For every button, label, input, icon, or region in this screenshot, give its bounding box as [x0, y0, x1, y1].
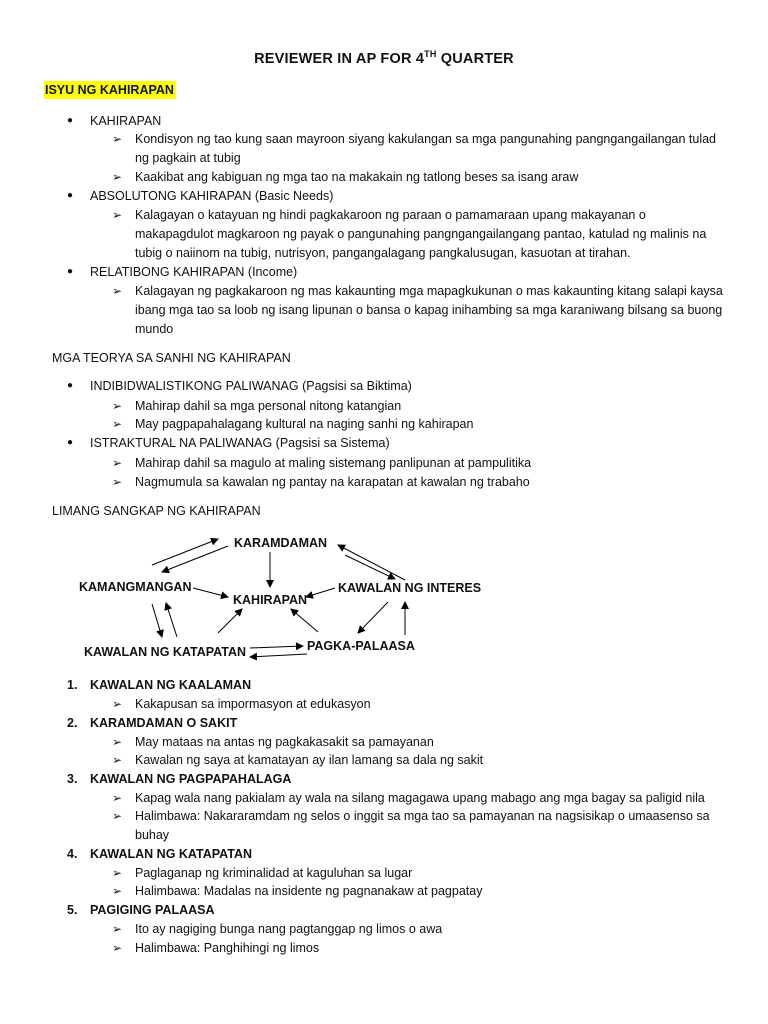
arrow-kamangmangan-to-karamdaman	[152, 539, 218, 565]
sub-item-text: tubig o naiinom na tubig, nutrisyon, pangangalagang pangkalusugan, kasuotan at tirahan.	[135, 246, 631, 260]
sub-item-text: Kawalan ng saya at kamatayan ay ilan lamang sa dala ng sakit	[135, 753, 484, 767]
numbered-item-label: KAWALAN NG KATAPATAN	[90, 847, 253, 861]
sub-item-text: Kapag wala nang pakialam ay wala na silang magagawa upang mabago ang mga bagay sa paligid nila	[135, 791, 705, 805]
arrow-katapatan-to-kamangmangan	[166, 603, 177, 637]
arrow-karamdaman-to-interes	[345, 555, 395, 579]
sub-item-text: Paglaganap ng kriminalidad at kaguluhan sa lugar	[135, 866, 413, 880]
page-title: REVIEWER IN AP FOR 4TH QUARTER	[254, 49, 514, 67]
list-item-label: ISTRAKTURAL NA PALIWANAG (Pagsisi sa Sistema)	[90, 436, 390, 450]
arrow-katapatan-to-palaasa	[250, 646, 303, 648]
sub-item-text: ibang mga tao sa loob ng isang lipunan o bansa o kapag inihambing sa mga karaniwang bilsang sa buong	[135, 303, 723, 317]
sub-item-text: Kondisyon ng tao kung saan mayroon siyang kakulangan sa mga pangunahing pangngangailangan tulad	[135, 132, 716, 146]
sub-item-text: Ito ay nagiging bunga nang pagtanggap ng limos o awa	[135, 922, 443, 936]
arrow-kamangmangan-to-kahirapan	[193, 588, 228, 597]
arrow-bullet-icon: ➢	[112, 884, 123, 898]
sub-item-text: May pagpapahalagang kultural na naging sanhi ng kahirapan	[135, 417, 474, 431]
node-karamdaman: KARAMDAMAN	[234, 536, 328, 550]
section-heading: MGA TEORYA SA SANHI NG KAHIRAPAN	[52, 351, 291, 365]
arrow-interes-to-kahirapan	[306, 588, 335, 597]
arrow-interes-to-karamdaman	[338, 545, 405, 580]
numbered-item-label: PAGIGING PALAASA	[90, 903, 215, 917]
arrow-bullet-icon: ➢	[112, 456, 123, 470]
list-item-label: ABSOLUTONG KAHIRAPAN (Basic Needs)	[90, 189, 334, 203]
list-number: 5.	[67, 903, 78, 917]
arrow-bullet-icon: ➢	[112, 866, 123, 880]
sub-item-text: Nagmumula sa kawalan ng pantay na karapatan at kawalan ng trabaho	[135, 475, 530, 489]
arrow-bullet-icon: ➢	[112, 791, 123, 805]
node-kawalan-ng-interes: KAWALAN NG INTERES	[338, 581, 482, 595]
sub-item-text: makapagdulot magkaroon ng payak o pangunahing pangngangailangang pantao, katulad ng malinis na	[135, 227, 707, 241]
sub-item-text: Kakapusan sa impormasyon at edukasyon	[135, 697, 371, 711]
bullet-icon: ●	[67, 380, 74, 391]
sub-item-text: Halimbawa: Panghihingi ng limos	[135, 941, 320, 955]
arrow-bullet-icon: ➢	[112, 809, 123, 823]
sub-item-text: mundo	[135, 322, 174, 336]
bullet-icon: ●	[67, 266, 74, 277]
sub-item-text: Mahirap dahil sa magulo at maling sistemang panlipunan at pampulitika	[135, 456, 532, 470]
arrow-karamdaman-to-kamangmangan	[162, 546, 228, 572]
list-item-label: KAHIRAPAN	[90, 114, 162, 128]
list-number: 3.	[67, 772, 78, 786]
arrow-katapatan-to-kahirapan	[218, 609, 242, 633]
sub-item-text: buhay	[135, 828, 170, 842]
arrow-bullet-icon: ➢	[112, 399, 123, 413]
section-heading: LIMANG SANGKAP NG KAHIRAPAN	[52, 504, 261, 518]
arrow-bullet-icon: ➢	[112, 753, 123, 767]
arrow-bullet-icon: ➢	[112, 697, 123, 711]
arrow-bullet-icon: ➢	[112, 132, 123, 146]
arrow-bullet-icon: ➢	[112, 922, 123, 936]
arrow-kamangmangan-to-katapatan	[152, 604, 162, 637]
bullet-icon: ●	[67, 190, 74, 201]
arrow-bullet-icon: ➢	[112, 941, 123, 955]
bullet-icon: ●	[67, 115, 74, 126]
bullet-icon: ●	[67, 437, 74, 448]
node-kawalan-ng-katapatan: KAWALAN NG KATAPATAN	[84, 645, 247, 659]
arrow-palaasa-to-kahirapan	[291, 609, 318, 632]
list-number: 4.	[67, 847, 78, 861]
sub-item-text: Halimbawa: Nakararamdam ng selos o inggit sa mga tao sa pamayanan na nagsisikap o umaasenso sa	[135, 809, 710, 823]
arrow-bullet-icon: ➢	[112, 208, 123, 222]
arrow-interes-to-palaasa	[358, 602, 388, 633]
section-heading-highlighted: ISYU NG KAHIRAPAN	[45, 83, 174, 97]
list-item-label: INDIBIDWALISTIKONG PALIWANAG (Pagsisi sa Biktima)	[90, 379, 412, 393]
numbered-item-label: KARAMDAMAN O SAKIT	[90, 716, 238, 730]
list-number: 2.	[67, 716, 78, 730]
sub-item-text: May mataas na antas ng pagkakasakit sa pamayanan	[135, 735, 434, 749]
node-kamangmangan: KAMANGMANGAN	[79, 580, 192, 594]
list-item-label: RELATIBONG KAHIRAPAN (Income)	[90, 265, 298, 279]
arrow-bullet-icon: ➢	[112, 735, 123, 749]
arrow-bullet-icon: ➢	[112, 475, 123, 489]
sub-item-text: Mahirap dahil sa mga personal nitong katangian	[135, 399, 402, 413]
numbered-item-label: KAWALAN NG PAGPAPAHALAGA	[90, 772, 292, 786]
node-pagka-palaasa: PAGKA-PALAASA	[307, 639, 415, 653]
arrow-bullet-icon: ➢	[112, 417, 123, 431]
node-kahirapan: KAHIRAPAN	[233, 593, 308, 607]
arrow-bullet-icon: ➢	[112, 170, 123, 184]
arrow-palaasa-to-katapatan	[250, 654, 307, 657]
sub-item-text: Kalagayan ng pagkakaroon ng mas kakaunting mga mapagkukunan o mas kakaunting kitang salapi kaysa	[135, 284, 723, 298]
numbered-item-label: KAWALAN NG KAALAMAN	[90, 678, 252, 692]
sub-item-text: Kaakibat ang kabiguan ng mga tao na makakain ng tatlong beses sa isang araw	[135, 170, 579, 184]
sub-item-text: ng pagkain at tubig	[135, 151, 241, 165]
arrow-bullet-icon: ➢	[112, 284, 123, 298]
list-number: 1.	[67, 678, 78, 692]
sub-item-text: Kalagayan o katayuan ng hindi pagkakaroon ng paraan o pamamaraan upang makayanan o	[135, 208, 646, 222]
sub-item-text: Halimbawa: Madalas na insidente ng pagnanakaw at pagpatay	[135, 884, 483, 898]
